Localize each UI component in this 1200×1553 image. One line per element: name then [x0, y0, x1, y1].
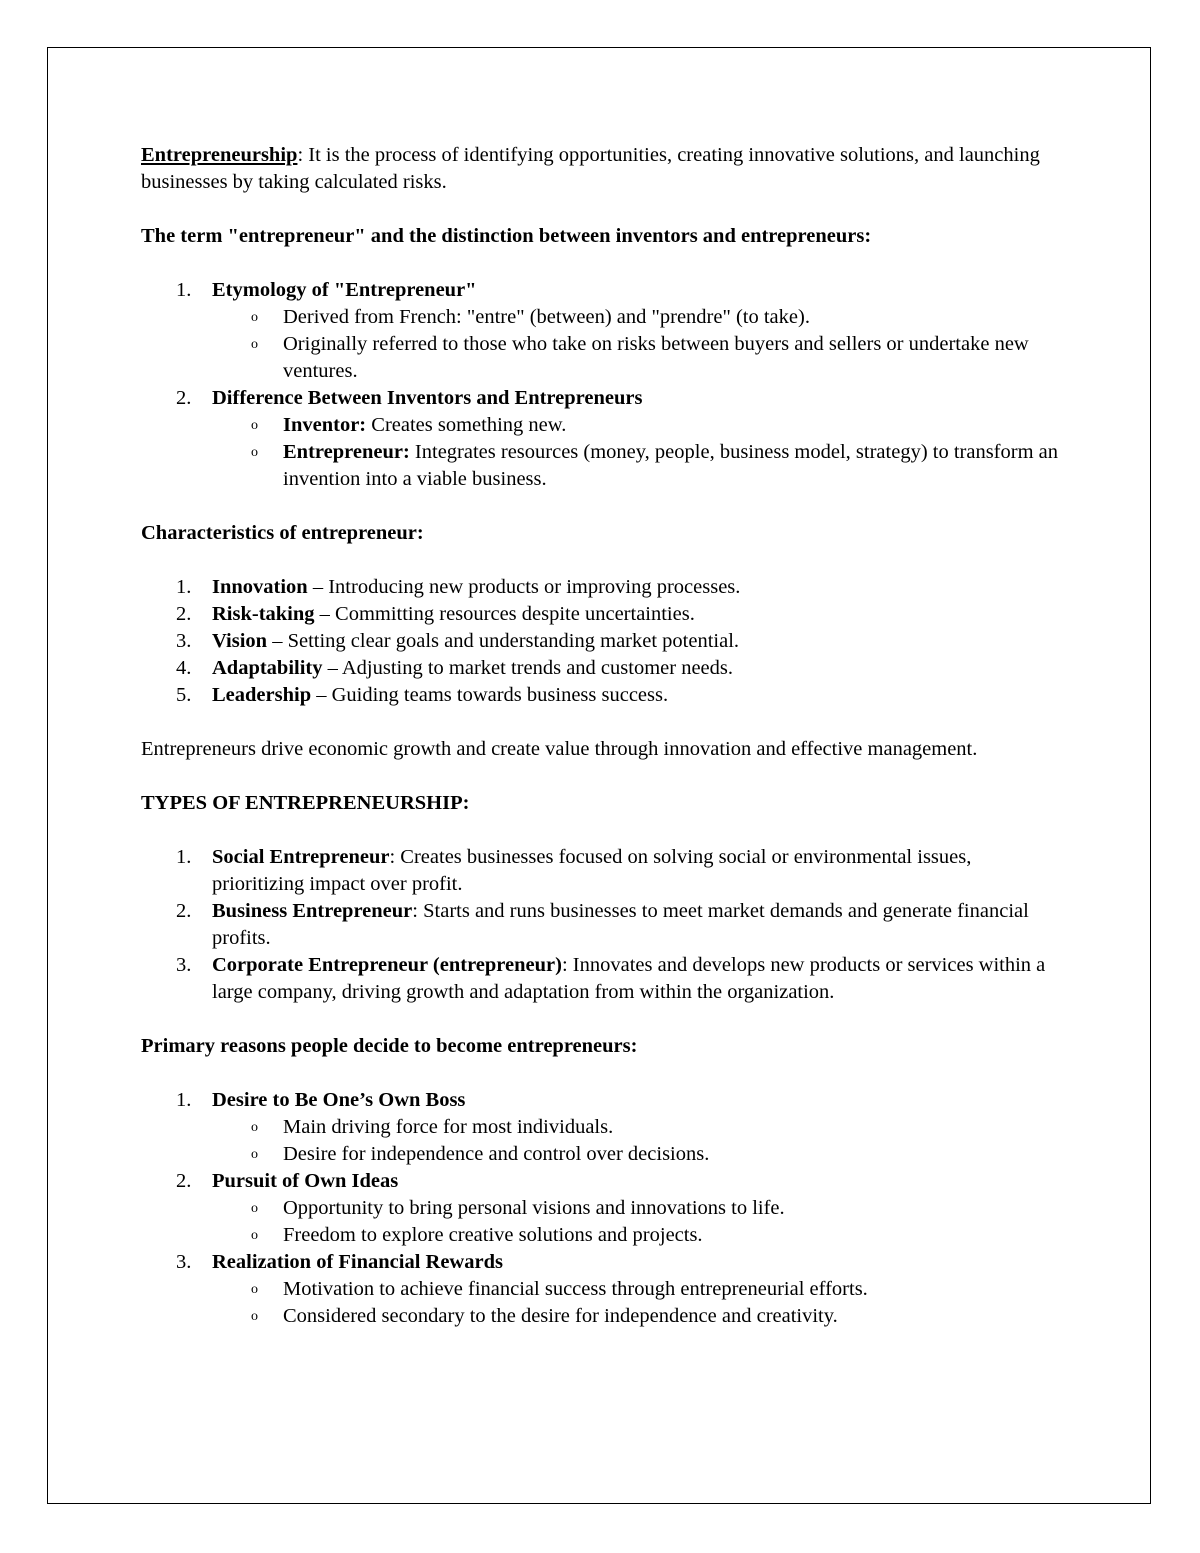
- sub-list: [212, 304, 1061, 385]
- list-heading: Social Entrepreneur: [212, 846, 390, 868]
- list-heading: Leadership: [212, 684, 312, 706]
- sub-list-item: [251, 439, 1061, 493]
- circle-bullet-icon: o: [251, 337, 258, 352]
- list-number: 3.: [176, 954, 192, 976]
- list-number: 3.: [176, 630, 192, 652]
- sub-item-text: Main driving force for most individuals.: [283, 1116, 614, 1138]
- list-number: 4.: [176, 657, 192, 679]
- sub-list-item: [251, 1195, 1061, 1222]
- sub-item-text: Creates something new.: [366, 414, 567, 436]
- reasons-title: Primary reasons people decide to become entrepreneurs:: [141, 1035, 638, 1057]
- list-item: [176, 682, 1061, 709]
- sub-item-bold: Entrepreneur:: [283, 441, 410, 463]
- list-heading: Innovation: [212, 576, 308, 598]
- sub-item-text: Originally referred to those who take on risks between buyers and sellers or undertake new ventures.: [283, 333, 1029, 382]
- sub-list-item: [251, 1303, 1061, 1330]
- list-number: 3.: [176, 1251, 192, 1273]
- intro-term: Entrepreneurship: [141, 144, 298, 166]
- list-heading: Vision: [212, 630, 268, 652]
- list-item: [176, 1249, 1061, 1330]
- sub-item-bold: Inventor:: [283, 414, 367, 436]
- circle-bullet-icon: o: [251, 310, 258, 325]
- characteristics-list: [141, 574, 1061, 709]
- list-number: 1.: [176, 1089, 192, 1111]
- list-text: : Creates businesses focused on solving social or environmental issues, prioritizing impact over profit.: [212, 846, 972, 895]
- sub-list-item: [251, 1114, 1061, 1141]
- circle-bullet-icon: o: [251, 1228, 258, 1243]
- list-number: 2.: [176, 1170, 192, 1192]
- circle-bullet-icon: o: [251, 1201, 258, 1216]
- list-text: – Committing resources despite uncertainties.: [314, 603, 695, 625]
- list-number: 2.: [176, 900, 192, 922]
- characteristics-summary: Entrepreneurs drive economic growth and create value through innovation and effective management.: [141, 738, 978, 760]
- circle-bullet-icon: o: [251, 1309, 258, 1324]
- list-item: [176, 601, 1061, 628]
- list-text: : Innovates and develops new products or services within a large company, driving growth and adaptation from within the organization.: [212, 954, 1046, 1003]
- list-heading: Desire to Be One’s Own Boss: [212, 1089, 466, 1111]
- document-body: [141, 142, 1061, 1330]
- list-item: [176, 277, 1061, 385]
- sub-list-item: [251, 412, 1061, 439]
- list-heading: Difference Between Inventors and Entrepreneurs: [212, 387, 643, 409]
- list-number: 1.: [176, 846, 192, 868]
- types-title: TYPES OF ENTREPRENEURSHIP:: [141, 792, 470, 814]
- term-section-list: [141, 277, 1061, 493]
- sub-item-text: Integrates resources (money, people, business model, strategy) to transform an invention into a viable business.: [283, 441, 1059, 490]
- circle-bullet-icon: o: [251, 418, 258, 433]
- list-item: [176, 844, 1061, 898]
- list-heading: Etymology of "Entrepreneur": [212, 279, 477, 301]
- list-heading: Risk-taking: [212, 603, 315, 625]
- circle-bullet-icon: o: [251, 1147, 258, 1162]
- list-text: – Introducing new products or improving processes.: [307, 576, 741, 598]
- term-section-title: The term "entrepreneur" and the distinction between inventors and entrepreneurs:: [141, 225, 872, 247]
- sub-list: [212, 412, 1061, 493]
- sub-list-item: [251, 1141, 1061, 1168]
- list-item: [176, 655, 1061, 682]
- sub-list: [212, 1276, 1061, 1330]
- list-item: [176, 574, 1061, 601]
- list-heading: Realization of Financial Rewards: [212, 1251, 503, 1273]
- intro-paragraph: [141, 142, 1061, 196]
- characteristics-title: Characteristics of entrepreneur:: [141, 522, 424, 544]
- list-item: [176, 628, 1061, 655]
- sub-item-text: Derived from French: "entre" (between) and "prendre" (to take).: [283, 306, 810, 328]
- sub-list: [212, 1195, 1061, 1249]
- sub-item-text: Opportunity to bring personal visions and innovations to life.: [283, 1197, 785, 1219]
- list-text: – Guiding teams towards business success.: [311, 684, 669, 706]
- list-text: – Setting clear goals and understanding market potential.: [267, 630, 740, 652]
- list-heading: Pursuit of Own Ideas: [212, 1170, 399, 1192]
- list-heading: Corporate Entrepreneur (entrepreneur): [212, 954, 562, 976]
- list-text: – Adjusting to market trends and customer needs.: [322, 657, 733, 679]
- list-heading: Adaptability: [212, 657, 323, 679]
- list-item: [176, 385, 1061, 493]
- sub-list-item: [251, 304, 1061, 331]
- sub-item-text: Considered secondary to the desire for independence and creativity.: [283, 1305, 838, 1327]
- list-number: 2.: [176, 603, 192, 625]
- circle-bullet-icon: o: [251, 1282, 258, 1297]
- reasons-list: [141, 1087, 1061, 1330]
- sub-item-text: Freedom to explore creative solutions and projects.: [283, 1224, 703, 1246]
- sub-list-item: [251, 1276, 1061, 1303]
- list-item: [176, 1168, 1061, 1249]
- list-item: [176, 952, 1061, 1006]
- list-number: 5.: [176, 684, 192, 706]
- sub-list-item: [251, 1222, 1061, 1249]
- sub-list: [212, 1114, 1061, 1168]
- circle-bullet-icon: o: [251, 445, 258, 460]
- list-number: 1.: [176, 279, 192, 301]
- intro-text: : It is the process of identifying opportunities, creating innovative solutions, and launching businesses by taking calculated risks.: [141, 144, 1040, 193]
- sub-item-text: Motivation to achieve financial success through entrepreneurial efforts.: [283, 1278, 868, 1300]
- list-item: [176, 1087, 1061, 1168]
- list-text: : Starts and runs businesses to meet market demands and generate financial profits.: [212, 900, 1029, 949]
- list-number: 2.: [176, 387, 192, 409]
- list-number: 1.: [176, 576, 192, 598]
- sub-item-text: Desire for independence and control over decisions.: [283, 1143, 710, 1165]
- types-list: [141, 844, 1061, 1006]
- list-heading: Business Entrepreneur: [212, 900, 413, 922]
- list-item: [176, 898, 1061, 952]
- circle-bullet-icon: o: [251, 1120, 258, 1135]
- sub-list-item: [251, 331, 1061, 385]
